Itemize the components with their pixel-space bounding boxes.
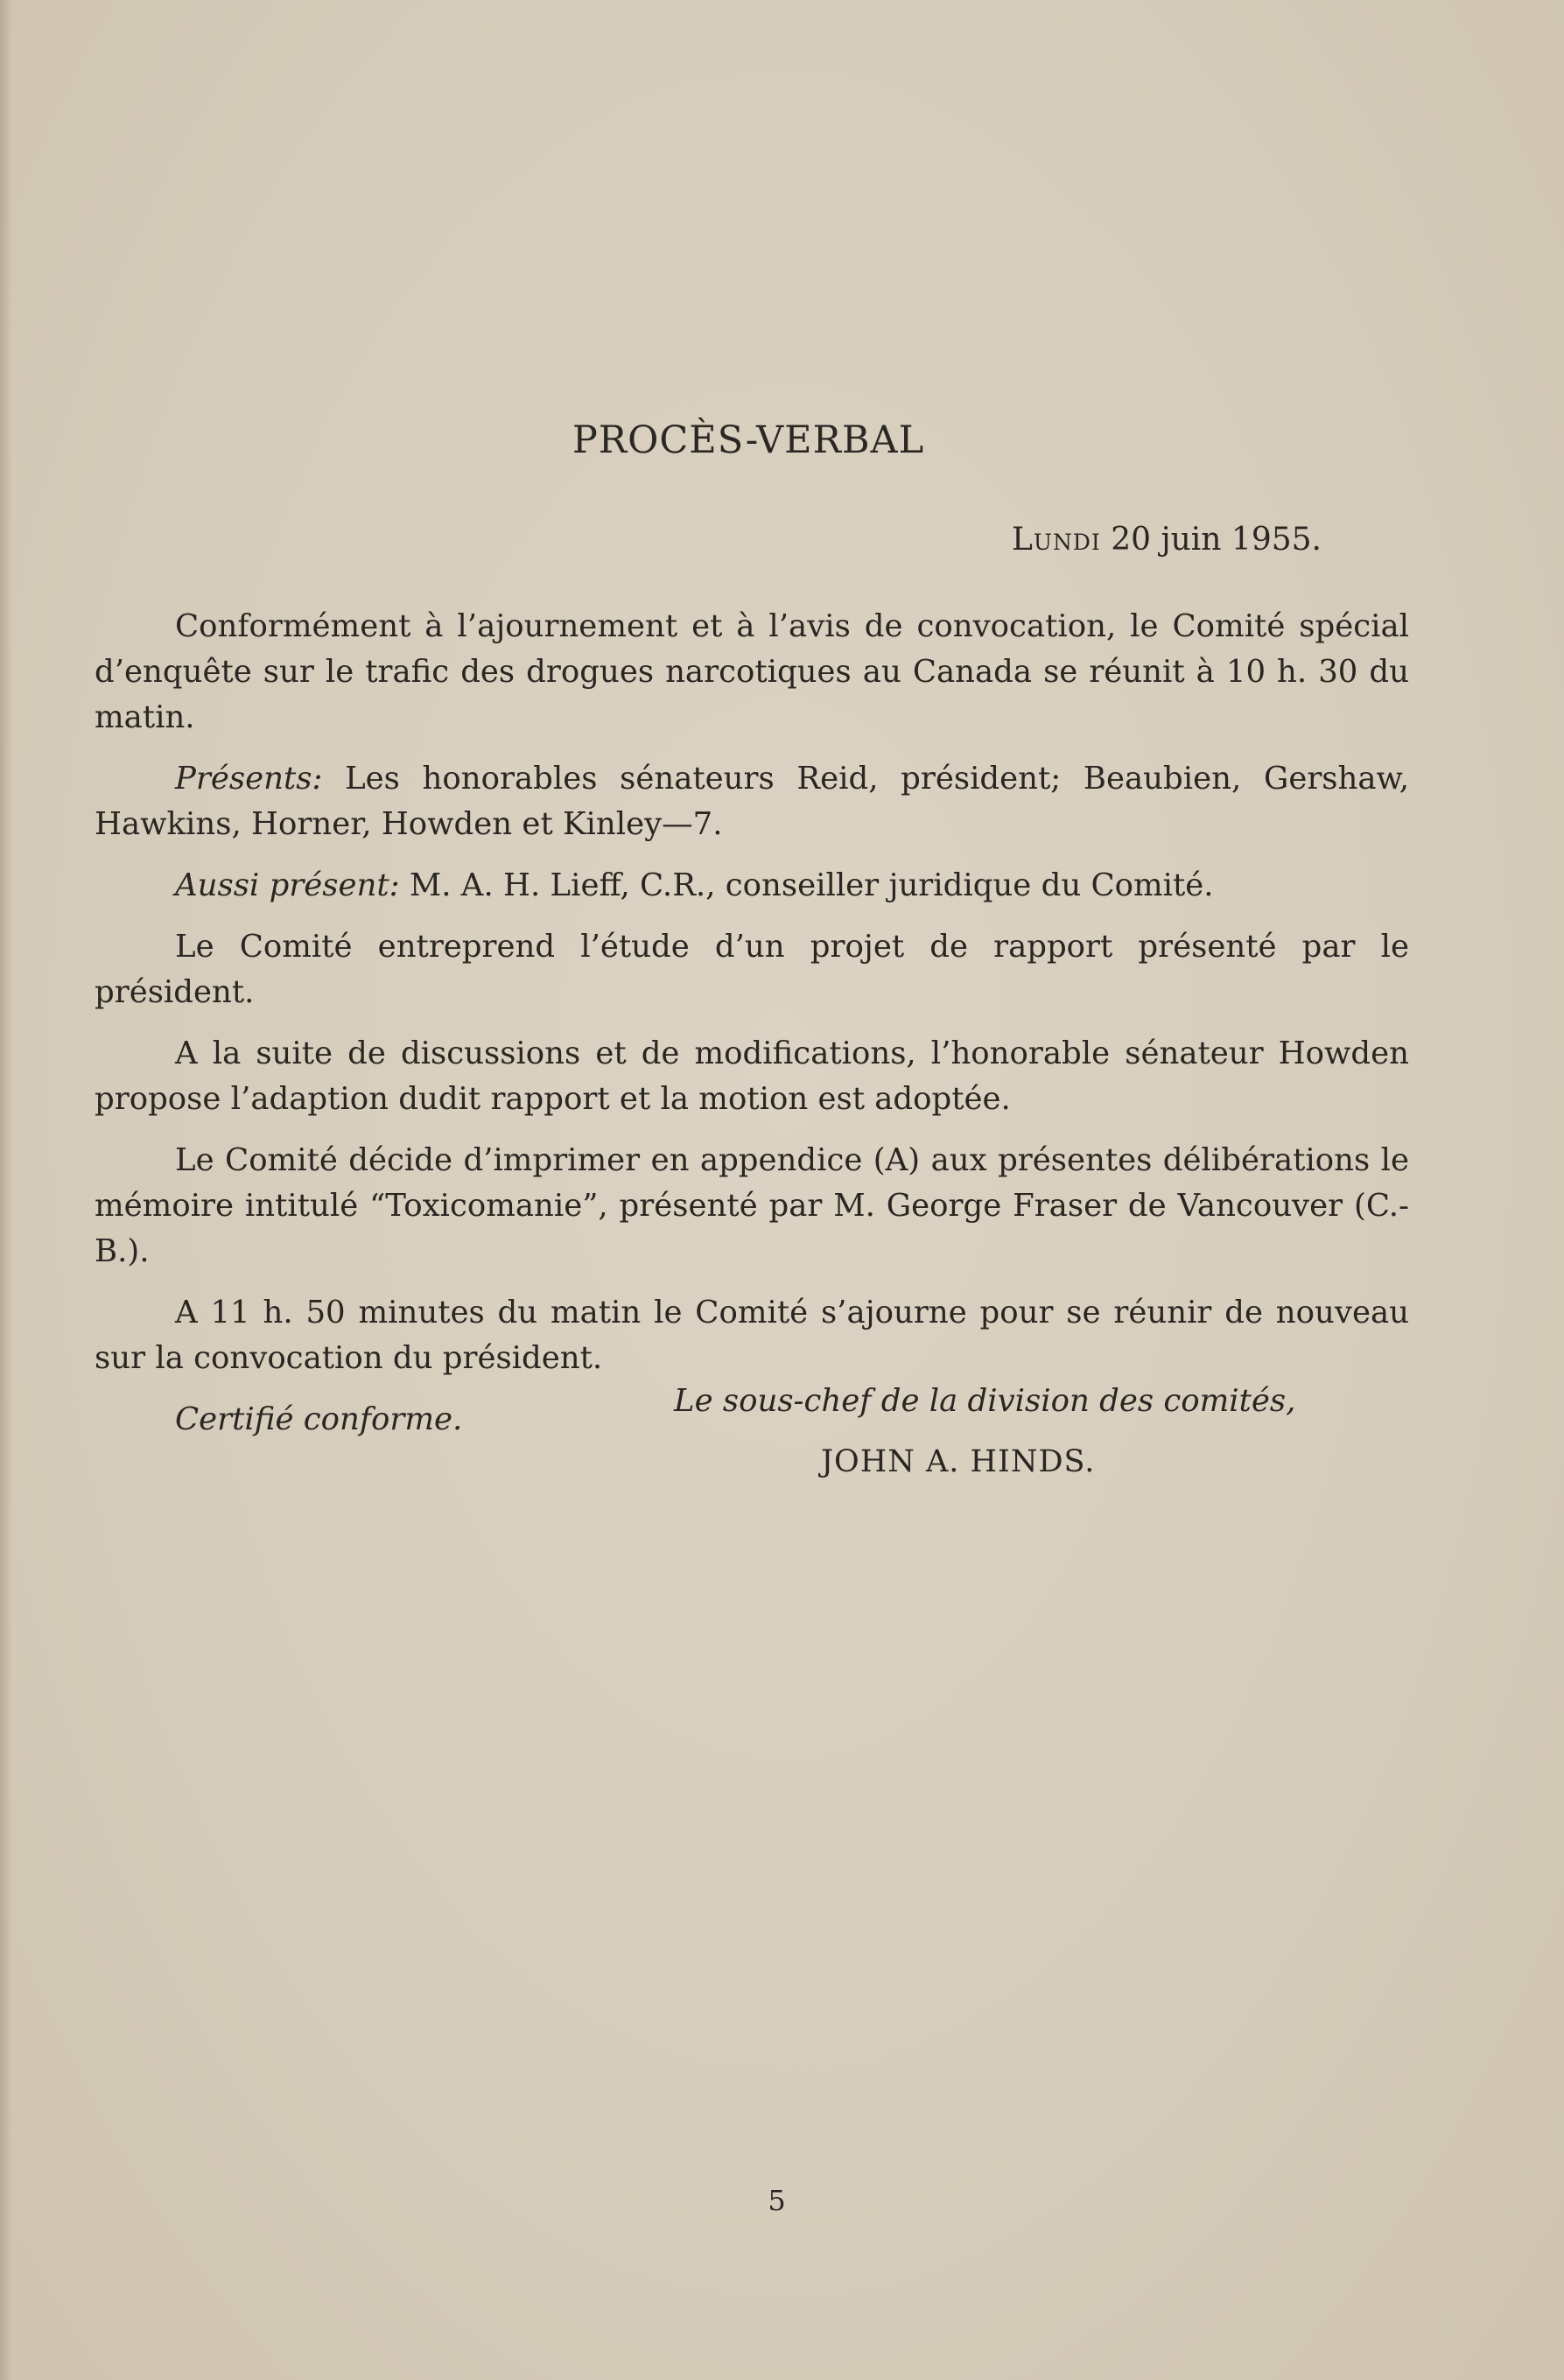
page-edge-shadow <box>0 0 12 2380</box>
page-number: 5 <box>768 2184 786 2217</box>
paragraph-adoption: A la suite de discussions et de modifications, l’honorable sénateur Howden propose l’adaption dudit rapport et la motion est adoptée. <box>95 1036 1409 1117</box>
also-present-text: M. A. H. Lieff, C.R., conseiller juridique du Comité. <box>399 867 1214 903</box>
also-present-label: Aussi présent: <box>175 867 400 903</box>
paragraph-adjournment: A 11 h. 50 minutes du matin le Comité s’ajourne pour se réunir de nouveau sur la convocation du président. <box>95 1295 1409 1376</box>
date-rest: 20 juin 1955. <box>1100 522 1322 558</box>
present-members-text: Les honorables sénateurs Reid, président; Beaubien, Gershaw, Hawkins, Horner, Howden et Kinley—7. <box>95 761 1409 842</box>
signature-title: Le sous-chef de la division des comités, <box>674 1383 1296 1419</box>
date-weekday: Lundi <box>1011 522 1101 558</box>
paragraph-appendix: Le Comité décide d’imprimer en appendice (A) aux présentes délibérations le mémoire intitulé “Toxicomanie”, présenté par M. George Fraser de Vancouver (C.-B.). <box>95 1142 1409 1269</box>
signature-name: JOHN A. HINDS. <box>821 1444 1096 1479</box>
certified-line: Certifié conforme. <box>175 1401 463 1437</box>
document-title: PROCÈS-VERBAL <box>572 418 925 462</box>
paragraph-draft-report: Le Comité entreprend l’étude d’un projet de rapport présenté par le président. <box>95 929 1409 1010</box>
paragraph-also-present <box>95 863 1409 909</box>
meeting-date <box>1012 522 1322 558</box>
paragraph-present-members <box>95 756 1409 847</box>
present-label: Présents: <box>175 761 323 797</box>
paragraph-opening: Conformément à l’ajournement et à l’avis de convocation, le Comité spécial d’enquête sur le trafic des drogues narcotiques au Canada se réunit à 10 h. 30 du matin. <box>95 608 1409 735</box>
minutes-body <box>95 604 1409 1458</box>
